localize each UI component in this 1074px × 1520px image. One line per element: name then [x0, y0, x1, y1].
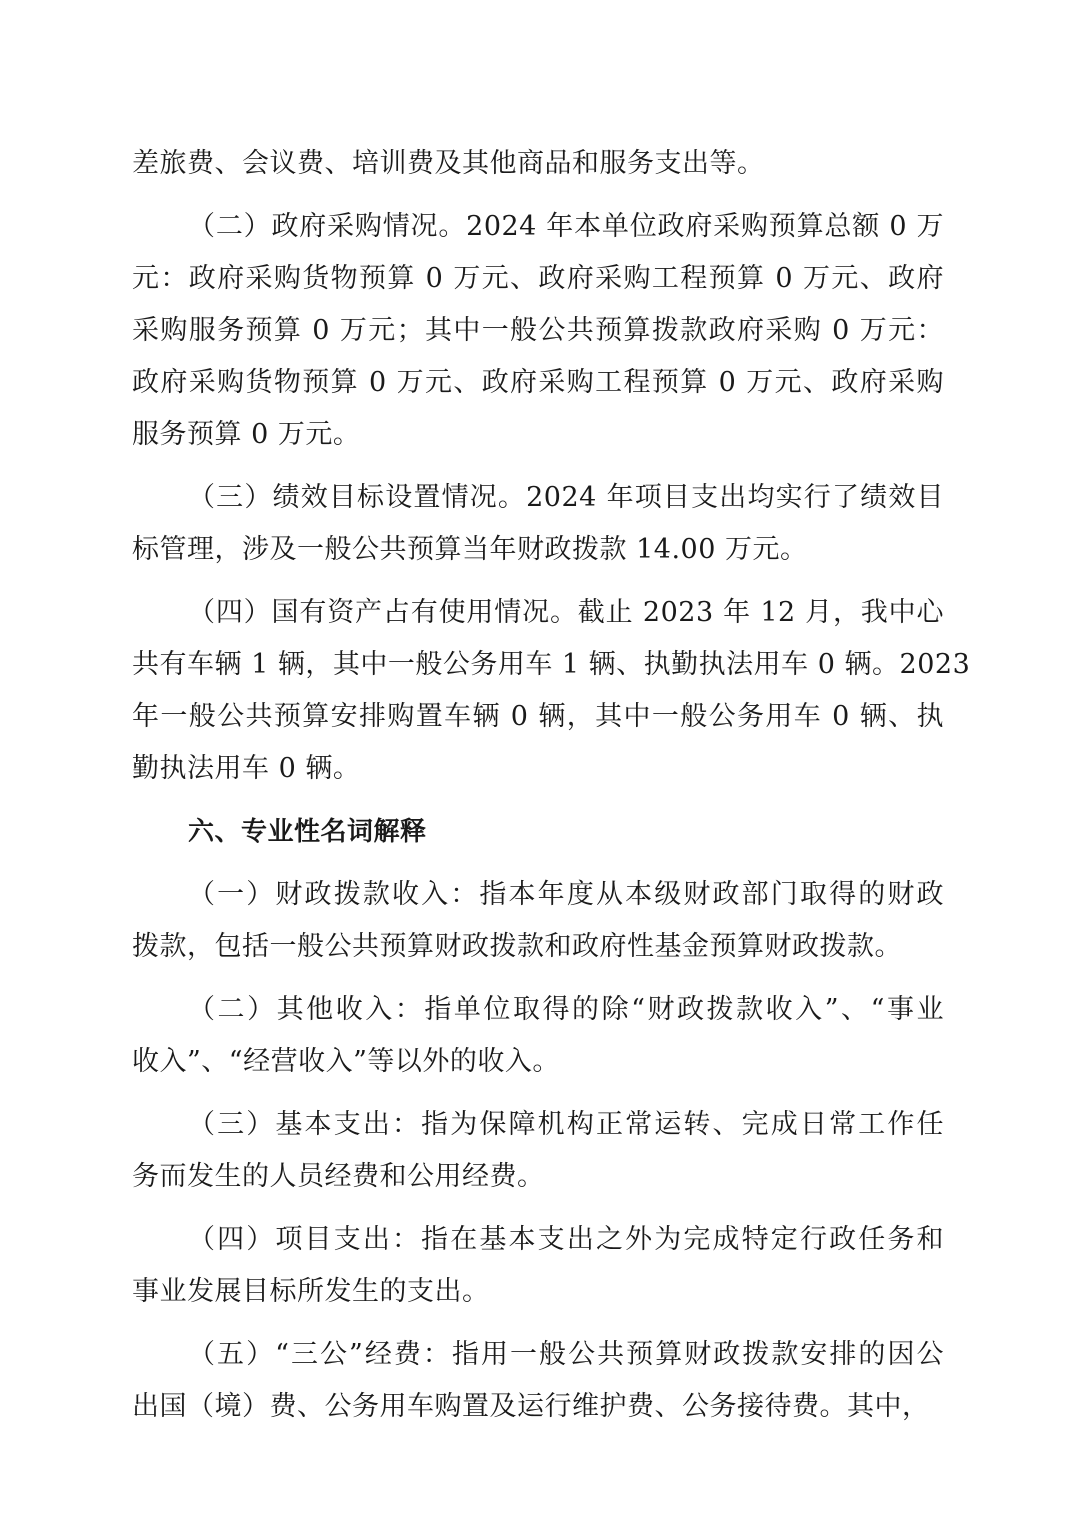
paragraph-state-assets [132, 587, 971, 795]
text-line: （五）“三公”经费：指用一般公共预算财政拨款安排的因公 [188, 1339, 944, 1370]
text-line: 采购服务预算 0 万元；其中一般公共预算拨款政府采购 0 万元： [132, 315, 944, 346]
text-line: 务而发生的人员经费和公用经费。 [132, 1161, 545, 1192]
text-line: 出国（境）费、公务用车购置及运行维护费、公务接待费。其中， [132, 1391, 930, 1422]
definition-basic-expenditure [132, 1099, 944, 1203]
text-line: 政府采购货物预算 0 万元、政府采购工程预算 0 万元、政府采购 [132, 367, 944, 398]
text-line: 标管理，涉及一般公共预算当年财政拨款 14.00 万元。 [132, 534, 808, 565]
definition-three-public-expenses [132, 1329, 944, 1433]
definition-fiscal-appropriation-income [132, 869, 944, 973]
text-line: 元：政府采购货物预算 0 万元、政府采购工程预算 0 万元、政府 [132, 263, 944, 294]
text-line: （三）基本支出：指为保障机构正常运转、完成日常工作任 [188, 1109, 944, 1140]
section-heading: 六、专业性名词解释 [188, 817, 427, 847]
definition-project-expenditure [132, 1214, 944, 1318]
section-heading-wrapper [132, 806, 944, 858]
paragraph-government-procurement [132, 201, 944, 461]
text-line: （二）其他收入：指单位取得的除“财政拨款收入”、“事业 [188, 994, 944, 1025]
text-line: 年一般公共预算安排购置车辆 0 辆，其中一般公务用车 0 辆、执 [132, 701, 944, 732]
text-line: 拨款，包括一般公共预算财政拨款和政府性基金预算财政拨款。 [132, 931, 902, 962]
text-line: （一）财政拨款收入：指本年度从本级财政部门取得的财政 [188, 879, 944, 910]
text-line: 事业发展目标所发生的支出。 [132, 1276, 490, 1307]
paragraph-expense-continuation [132, 138, 944, 190]
text-line: 服务预算 0 万元。 [132, 419, 361, 450]
text-line: （四）国有资产占有使用情况。截止 2023 年 12 月，我中心 [188, 597, 944, 628]
definition-other-income [132, 984, 944, 1088]
paragraph-performance-targets [132, 472, 944, 576]
document-page [132, 138, 971, 1444]
text-line: 勤执法用车 0 辆。 [132, 753, 361, 784]
text-line: 收入”、“经营收入”等以外的收入。 [132, 1046, 560, 1077]
text-line: （四）项目支出：指在基本支出之外为完成特定行政任务和 [188, 1224, 944, 1255]
text-line: 差旅费、会议费、培训费及其他商品和服务支出等。 [132, 148, 765, 179]
text-line: （三）绩效目标设置情况。2024 年项目支出均实行了绩效目 [188, 482, 944, 513]
text-line: 共有车辆 1 辆，其中一般公务用车 1 辆、执勤执法用车 0 辆。2023 [132, 649, 971, 680]
text-line: （二）政府采购情况。2024 年本单位政府采购预算总额 0 万 [188, 211, 944, 242]
